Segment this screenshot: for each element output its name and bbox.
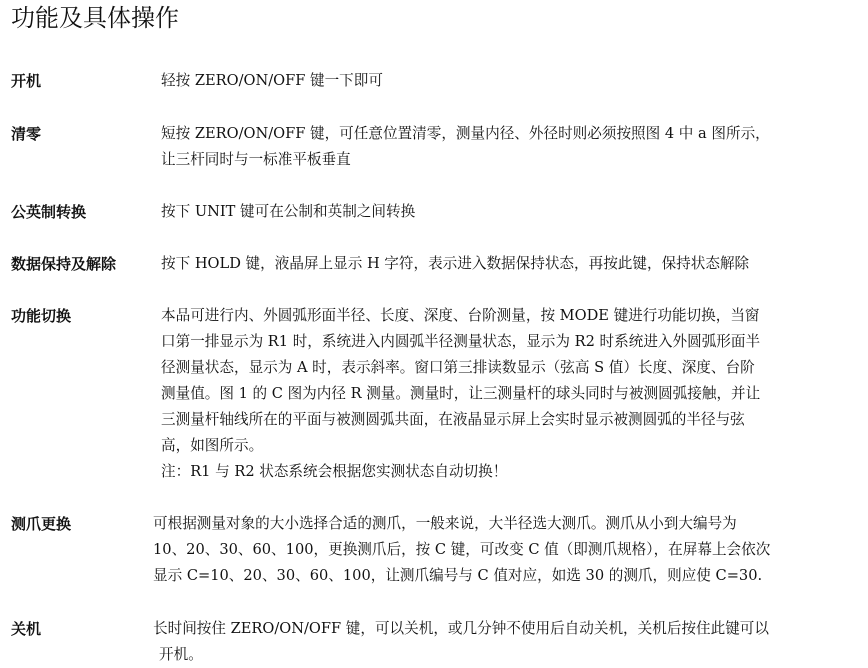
section-desc-unit-conversion [161,199,415,225]
desc-line: 短按 ZERO/ON/OFF 键，可任意位置清零，测量内径、外径时则必须按照图 4 中 a 图所示， [161,125,770,142]
section-desc-data-hold [161,251,749,277]
section-label-jaw-change: 测爪更换 [11,515,72,533]
desc-line: 本品可进行内、外圆弧形面半径、长度、深度、台阶测量，按 MODE 键进行功能切换，当窗 [161,307,760,324]
page-title: 功能及具体操作 [11,4,179,32]
section-label-function-switch: 功能切换 [11,307,72,325]
desc-line: 按下 UNIT 键可在公制和英制之间转换 [161,203,416,220]
section-label-data-hold: 数据保持及解除 [11,255,117,273]
desc-note: 注：R1 与 R2 状态系统会根据您实测状态自动切换！ [161,463,508,480]
desc-line: 测量值。图 1 的 C 图为内径 R 测量。测量时，让三测量杆的球头同时与被测圆弧接触，并让 [161,385,761,402]
desc-line: 按下 HOLD 键，液晶屏上显示 H 字符，表示进入数据保持状态，再按此键，保持状态解除 [161,255,750,272]
section-label-power-off: 关机 [11,620,42,638]
section-label-zero: 清零 [11,125,42,143]
desc-line: 径测量状态，显示为 A 时，表示斜率。窗口第三排读数显示（弦高 S 值）长度、深度、台阶 [161,359,755,376]
section-label-power-on: 开机 [11,72,42,90]
desc-line: 10、20、30、60、100，更换测爪后，按 C 键，可改变 C 值（即测爪规格），在屏幕上会依次 [153,541,771,558]
section-desc-zero [161,121,770,173]
desc-line: 口第一排显示为 R1 时，系统进入内圆弧半径测量状态，显示为 R2 时系统进入外圆弧形面半 [161,333,761,350]
desc-line: 高，如图所示。 [161,437,264,454]
desc-line: 三测量杆轴线所在的平面与被测圆弧共面，在液晶显示屏上会实时显示被测圆弧的半径与弦 [161,411,745,428]
section-desc-function-switch [161,303,760,485]
desc-line: 让三杆同时与一标准平板垂直 [161,151,351,168]
desc-line: 开机。 [159,646,203,663]
section-desc-jaw-change [153,511,770,589]
section-desc-power-on [161,68,383,94]
section-label-unit-conversion: 公英制转换 [11,203,87,221]
desc-line: 可根据测量对象的大小选择合适的测爪，一般来说，大半径选大测爪。测爪从小到大编号为 [153,515,737,532]
desc-line: 显示 C=10、20、30、60、100，让测爪编号与 C 值对应，如选 30 的测爪，则应使 C=30. [153,567,763,584]
desc-line: 轻按 ZERO/ON/OFF 键一下即可 [161,72,383,89]
desc-line: 长时间按住 ZERO/ON/OFF 键，可以关机，或几分钟不使用后自动关机，关机后按住此键可以 [153,620,769,637]
section-desc-power-off [153,616,769,668]
